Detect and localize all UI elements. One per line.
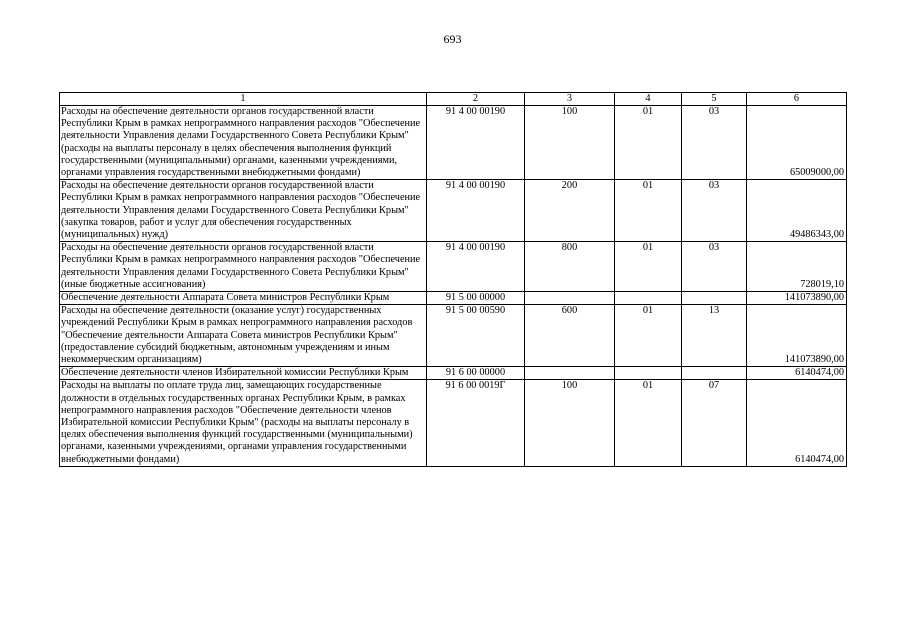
table-row <box>60 242 847 292</box>
row-amount: 49486343,00 <box>747 180 847 242</box>
row-target-article: 91 6 00 0019Г <box>427 380 525 466</box>
row-target-article: 91 4 00 00190 <box>427 180 525 242</box>
row-amount: 6140474,00 <box>747 380 847 466</box>
row-section <box>615 292 682 305</box>
row-amount: 728019,10 <box>747 242 847 292</box>
row-subsection: 07 <box>682 380 747 466</box>
budget-table <box>59 92 847 467</box>
row-expense-type: 600 <box>525 305 615 367</box>
row-subsection: 03 <box>682 180 747 242</box>
row-section: 01 <box>615 106 682 180</box>
table-row <box>60 367 847 380</box>
table-row <box>60 292 847 305</box>
row-name: Расходы на обеспечение деятельности органов государственной власти Республики Крым в рамках непрограммного направления расходов "Обеспечение деятельности Управления делами Государственного Совета Республики Крым" (закупка товаров, работ и услуг для обеспечения государственных (муниципальных) нужд) <box>60 180 427 242</box>
row-target-article: 91 5 00 00590 <box>427 305 525 367</box>
row-target-article: 91 6 00 00000 <box>427 367 525 380</box>
row-amount: 141073890,00 <box>747 292 847 305</box>
row-subsection: 03 <box>682 106 747 180</box>
table-row <box>60 180 847 242</box>
row-name: Расходы на обеспечение деятельности (оказание услуг) государственных учреждений Республики Крым в рамках непрограммного направления расходов "Обеспечение деятельности Аппарата Совета министров Республики Крым" (предоставление субсидий бюджетным, автономным учреждениям и иным некоммерческим организациям) <box>60 305 427 367</box>
row-name: Расходы на обеспечение деятельности органов государственной власти Республики Крым в рамках непрограммного направления расходов "Обеспечение деятельности Управления делами Государственного Совета Республики Крым" (расходы на выплаты персоналу в целях обеспечения выполнения функций государственными (муниципальными) органами, казенными учреждениями, органами управления государственными внебюджетными фондами) <box>60 106 427 180</box>
row-section: 01 <box>615 242 682 292</box>
header-col-6: 6 <box>747 93 847 106</box>
row-target-article: 91 4 00 00190 <box>427 106 525 180</box>
row-expense-type <box>525 367 615 380</box>
header-col-5: 5 <box>682 93 747 106</box>
row-amount: 65009000,00 <box>747 106 847 180</box>
row-section: 01 <box>615 305 682 367</box>
row-amount: 6140474,00 <box>747 367 847 380</box>
header-col-3: 3 <box>525 93 615 106</box>
row-amount: 141073890,00 <box>747 305 847 367</box>
row-expense-type <box>525 292 615 305</box>
header-col-2: 2 <box>427 93 525 106</box>
row-name: Расходы на выплаты по оплате труда лиц, замещающих государственные должности в отдельных государственных органах Республики Крым, в рамках непрограммного направления расходов "Обеспечение деятельности членов Избирательной комиссии Республики Крым" (расходы на выплаты персоналу в целях обеспечения выполнения функций государственными (муниципальными) органами, казенными учреждениями, органами управления государственными внебюджетными фондами) <box>60 380 427 466</box>
header-col-4: 4 <box>615 93 682 106</box>
row-subsection <box>682 292 747 305</box>
table-row <box>60 305 847 367</box>
header-row <box>60 93 847 106</box>
row-section: 01 <box>615 180 682 242</box>
page-number: 693 <box>443 32 462 46</box>
row-expense-type: 100 <box>525 106 615 180</box>
table-row <box>60 106 847 180</box>
table-row <box>60 380 847 466</box>
row-target-article: 91 4 00 00190 <box>427 242 525 292</box>
header-col-1: 1 <box>60 93 427 106</box>
row-expense-type: 800 <box>525 242 615 292</box>
row-name: Обеспечение деятельности членов Избирательной комиссии Республики Крым <box>60 367 427 380</box>
row-name: Обеспечение деятельности Аппарата Совета министров Республики Крым <box>60 292 427 305</box>
row-subsection: 03 <box>682 242 747 292</box>
row-expense-type: 100 <box>525 380 615 466</box>
row-target-article: 91 5 00 00000 <box>427 292 525 305</box>
row-section <box>615 367 682 380</box>
row-subsection: 13 <box>682 305 747 367</box>
row-subsection <box>682 367 747 380</box>
row-name: Расходы на обеспечение деятельности органов государственной власти Республики Крым в рамках непрограммного направления расходов "Обеспечение деятельности Управления делами Государственного Совета Республики Крым" (иные бюджетные ассигнования) <box>60 242 427 292</box>
row-section: 01 <box>615 380 682 466</box>
row-expense-type: 200 <box>525 180 615 242</box>
